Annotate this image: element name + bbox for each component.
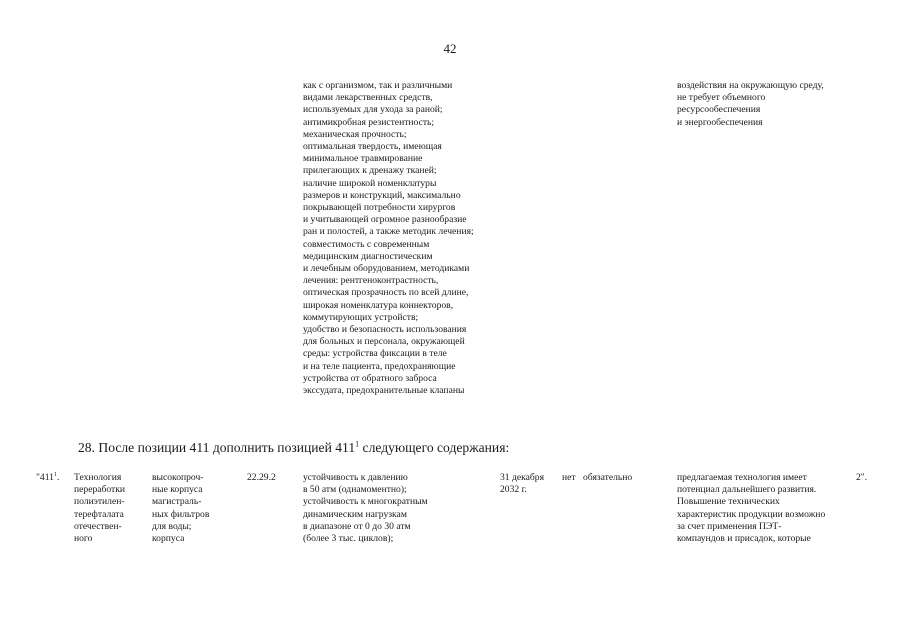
text-line: устройства от обратного заброса [303,372,437,384]
text-line: наличие широкой номенклатуры [303,177,437,189]
text-line: устойчивость к многократным [303,496,428,508]
text-line: оптическая прозрачность по всей длине, [303,287,469,299]
text-line: динамическим нагрузкам [303,508,407,520]
text-line: переработки [74,484,126,496]
text-line: ные корпуса [152,484,203,496]
text-line: устойчивость к давлению [303,472,408,483]
text-line: видами лекарственных средств, [303,92,433,104]
cell-requirements [303,472,428,545]
text-line: высокопроч- [152,472,204,483]
text-line: антимикробная резистентность; [303,116,435,128]
text-line: широкая номенклатура коннекторов, [303,299,454,311]
text-line: магистраль- [152,496,202,508]
text-line: 2". [856,472,868,483]
heading-text: 28. После позиции 411 дополнить позицией 411 [78,440,356,455]
text-line: за счет применения ПЭТ- [677,520,782,532]
cell-deadline [500,472,544,496]
heading-superscript: 1 [355,439,360,449]
cell-closing [856,472,867,484]
cell-mandatory [583,472,632,484]
text-line: в диапазоне от 0 до 30 атм [303,520,411,532]
text-line: механическая прочность; [303,128,407,140]
text-line: в 50 атм (однамоментно); [303,484,407,496]
table-row [0,472,905,552]
text-line: для больных и персонала, окружающей [303,336,465,348]
text-line: 2032 г. [500,484,527,496]
requirements-column-continued [303,80,474,397]
cell-technology [74,472,125,545]
text-line: среды: устройства фиксации в теле [303,348,447,360]
text-line: размеров и конструкций, максимально [303,189,461,201]
text-line: Технология [74,472,122,483]
cell-position: "$411^1$. [36,471,60,483]
text-line: 22.29.2 [247,472,276,483]
cell-justification [677,472,825,545]
text-line: Повышение технических [677,496,780,508]
text-line: оптимальная твердость, имеющая [303,141,442,153]
text-line: ного [74,533,93,545]
cell-code [247,472,276,484]
text-line: медицинским диагностическим [303,250,433,262]
text-line: ран и полостей, а также методик лечения; [303,226,474,238]
text-line: обязательно [583,472,633,483]
text-line: предлагаемая технология имеет [677,472,807,483]
heading-text-end: следующего содержания: [359,440,510,455]
text-line: полиэтилен- [74,496,125,508]
section-heading [78,440,509,456]
text-line: 31 декабря [500,472,544,483]
text-line: потенциал дальнейшего развития. [677,484,817,496]
text-line: используемых для ухода за раной; [303,104,443,116]
text-line: отечествен- [74,520,122,532]
text-line: и лечебным оборудованием, методиками [303,263,470,275]
text-line: для воды; [152,520,192,532]
cell-product [152,472,209,545]
text-line: не требует объемного [677,92,766,104]
text-line: (более 3 тыс. циклов); [303,533,394,545]
text-line: терефталата [74,508,124,520]
justification-column-continued [677,80,824,129]
text-line: совместимость с современным [303,238,430,250]
text-line: нет [562,472,576,483]
text-line: минимальное травмирование [303,153,423,165]
page-number: 42 [443,41,457,56]
text-line: характеристик продукции возможно [677,508,826,520]
text-line: и энергообеспечения [677,116,763,128]
text-line: экссудата, предохранительные клапаны [303,385,465,397]
text-line: ресурсообеспечения [677,104,761,116]
text-line: и учитывающей огромное разнообразие [303,214,467,226]
text-line: лечения: рентгеноконтрастность, [303,275,439,287]
text-line: ных фильтров [152,508,210,520]
text-line: коммутирующих устройств; [303,311,419,323]
text-line: компаундов и присадок, которые [677,533,811,545]
text-line: покрывающей потребности хирургов [303,202,456,214]
text-line: прилегающих к дренажу тканей; [303,165,437,177]
text-line: воздействия на окружающую среду, [677,80,824,91]
text-line: корпуса [152,533,185,545]
text-line: и на теле пациента, предохраняющие [303,360,456,372]
text-line: как с организмом, так и различными [303,80,453,91]
text-line: удобство и безопасность использования [303,324,467,336]
cell-flag [562,472,576,484]
